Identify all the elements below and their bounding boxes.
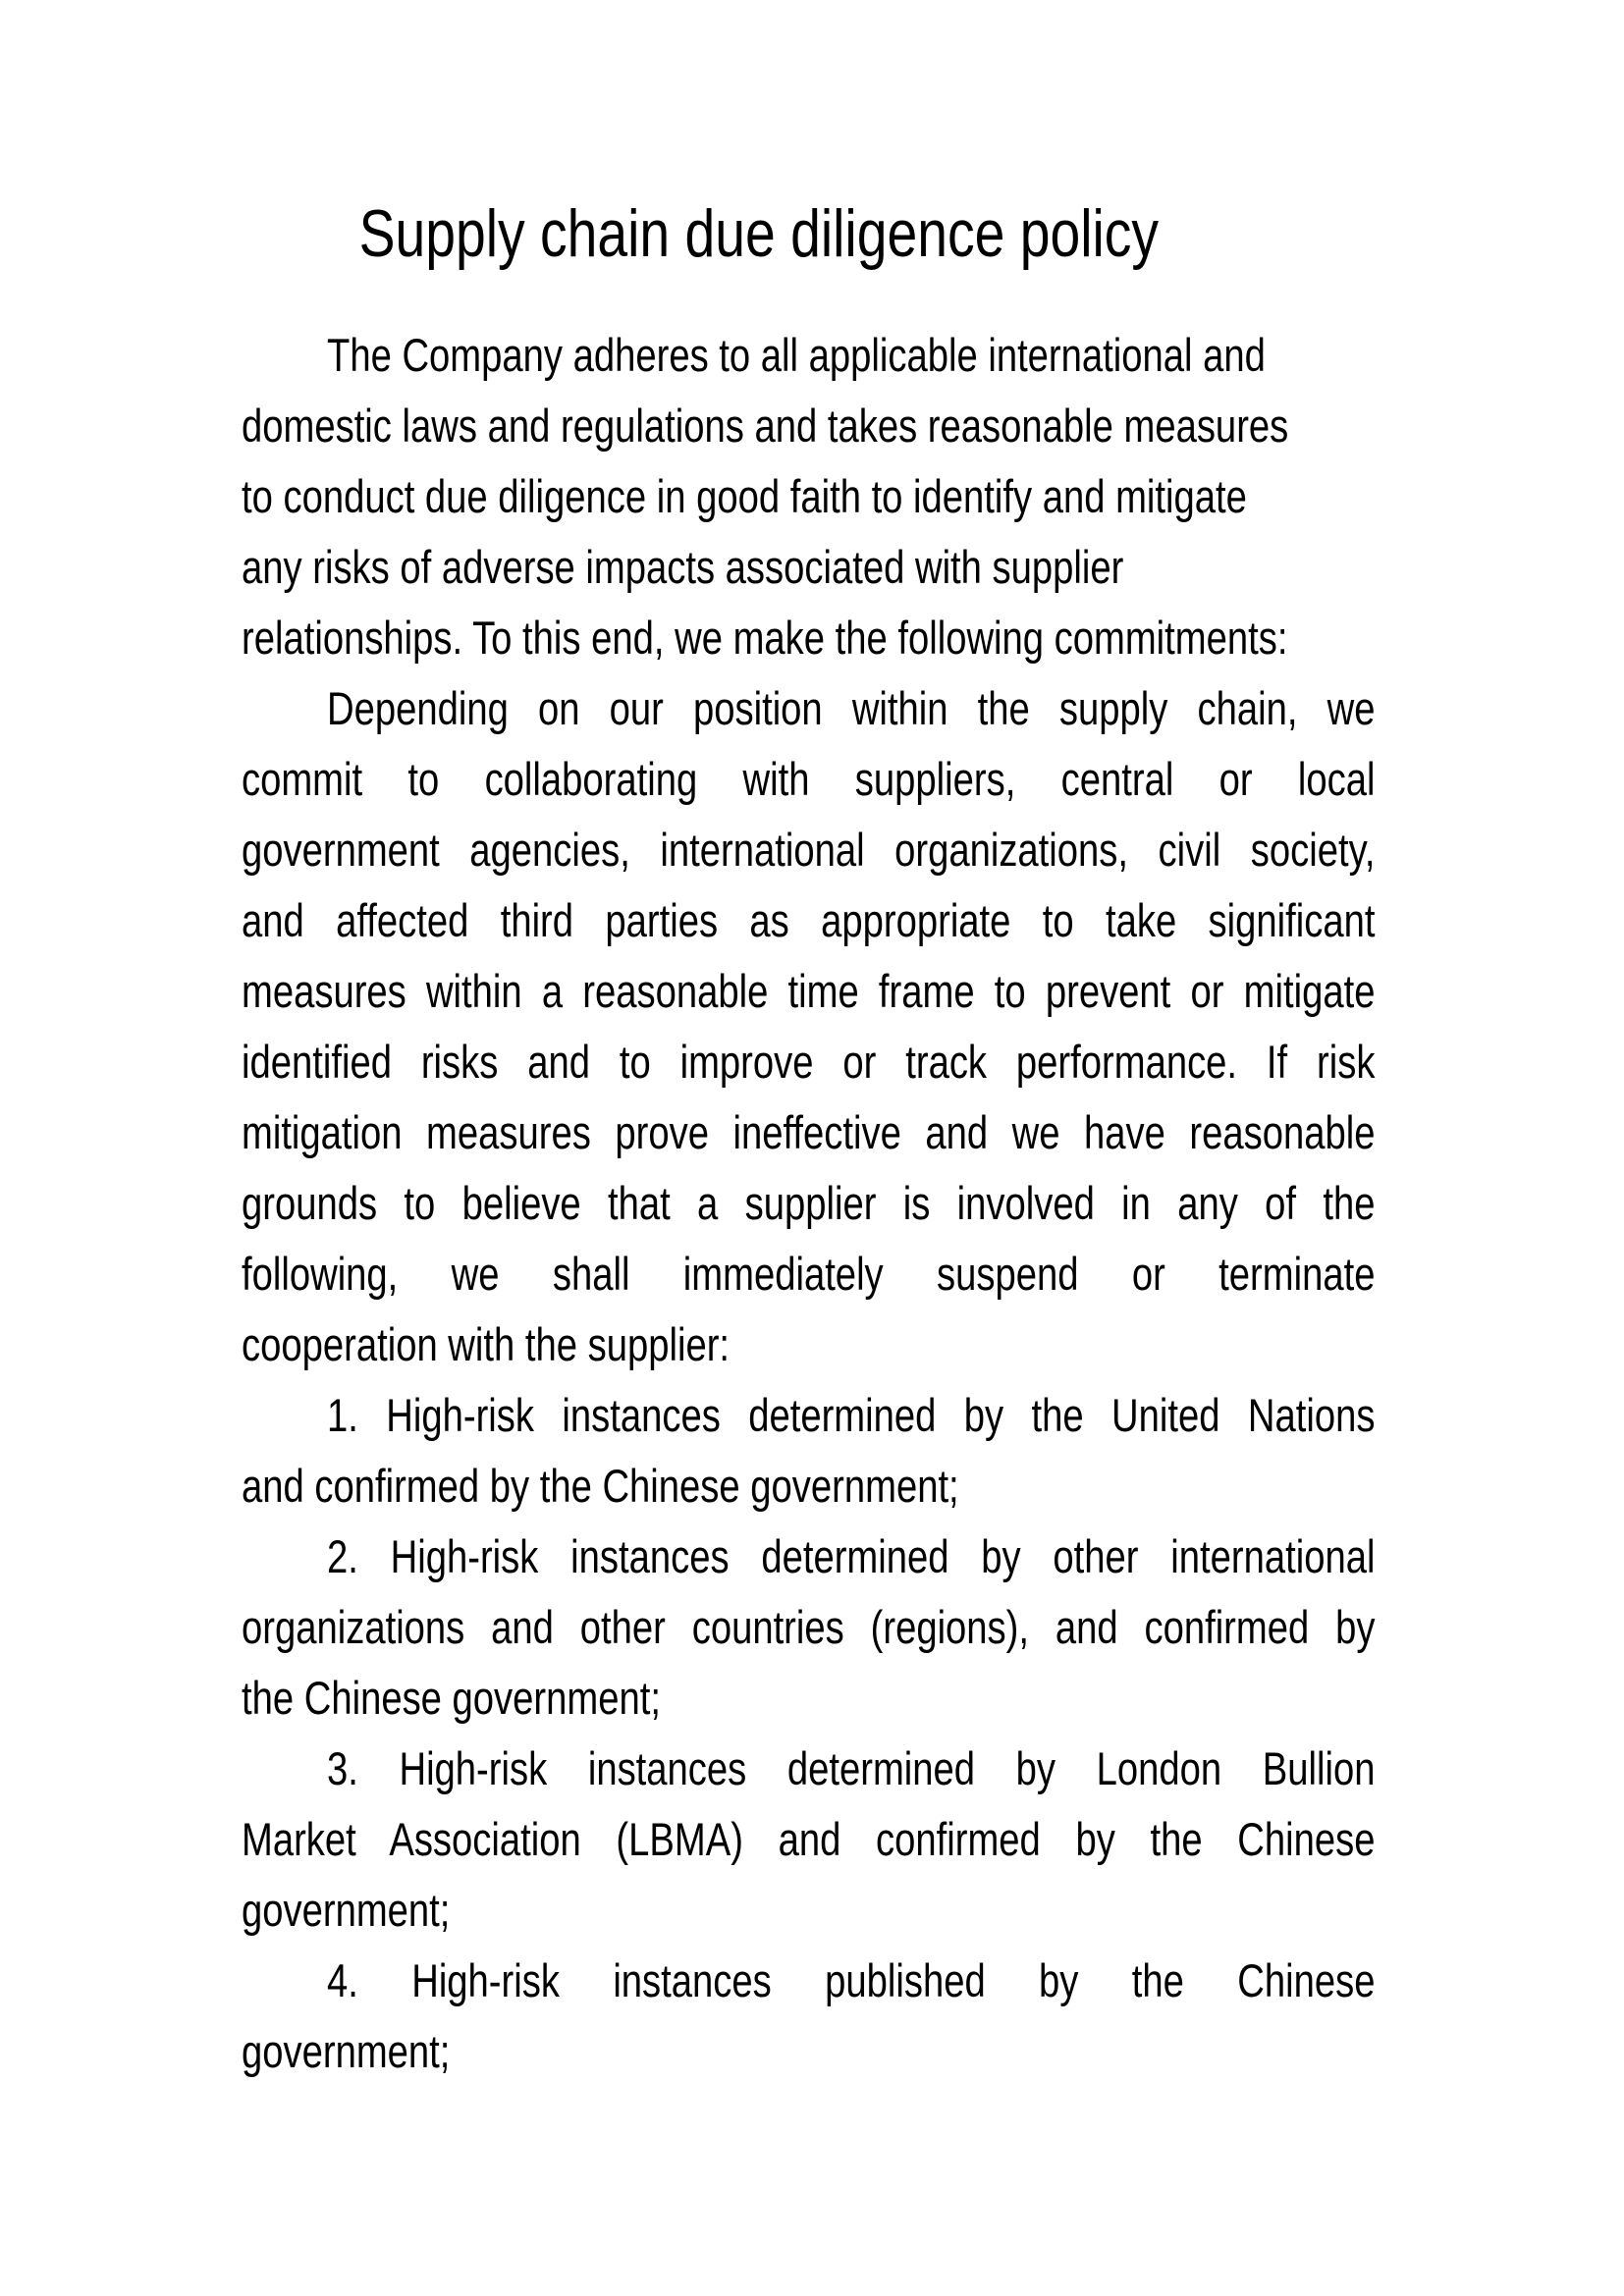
paragraph [242,1734,1375,1946]
paragraph [242,673,1375,1380]
text-line: Depending on our position within the supply chain, we [326,682,1376,734]
text-line: 2. High-risk instances determined by other international [326,1530,1376,1582]
text-line: following, we shall immediately suspend or terminate [242,1248,1376,1300]
document-title: Supply chain due diligence policy [358,196,1160,271]
text-line: to conduct due diligence in good faith to identify and mitigate [242,470,1247,522]
text-line: and confirmed by the Chinese government; [242,1460,959,1512]
text-line: and affected third parties as appropriate to take significant [242,894,1376,946]
text-line: government; [242,1884,451,1936]
paragraph [242,1380,1375,1522]
paragraph [242,1522,1375,1734]
text-line: government; [242,2025,451,2077]
text-line: government agencies, international organizations, civil society, [242,824,1376,876]
text-line: identified risks and to improve or track performance. If risk [242,1036,1376,1088]
text-line: organizations and other countries (regions), and confirmed by [242,1601,1376,1653]
text-line: relationships. To this end, we make the following commitments: [242,612,1288,664]
text-line: 1. High-risk instances determined by the United Nations [326,1389,1376,1441]
text-line: the Chinese government; [242,1672,661,1724]
text-line: mitigation measures prove ineffective and we have reasonable [242,1106,1376,1158]
document-body [242,320,1375,2087]
text-line: 3. High-risk instances determined by London Bullion [326,1742,1376,1794]
text-line: The Company adheres to all applicable international and [326,329,1266,381]
text-line: measures within a reasonable time frame to prevent or mitigate [242,965,1376,1017]
text-line: grounds to believe that a supplier is involved in any of the [242,1177,1376,1229]
text-line: Market Association (LBMA) and confirmed by the Chinese [242,1813,1376,1865]
paragraph [242,1946,1375,2087]
document-content [242,0,1375,2087]
text-line: 4. High-risk instances published by the Chinese [326,1954,1376,2006]
text-line: commit to collaborating with suppliers, central or local [242,753,1376,805]
text-line: cooperation with the supplier: [242,1318,731,1370]
paragraph [242,320,1375,673]
text-line: any risks of adverse impacts associated with supplier [242,541,1124,593]
text-line: domestic laws and regulations and takes reasonable measures [242,400,1289,452]
